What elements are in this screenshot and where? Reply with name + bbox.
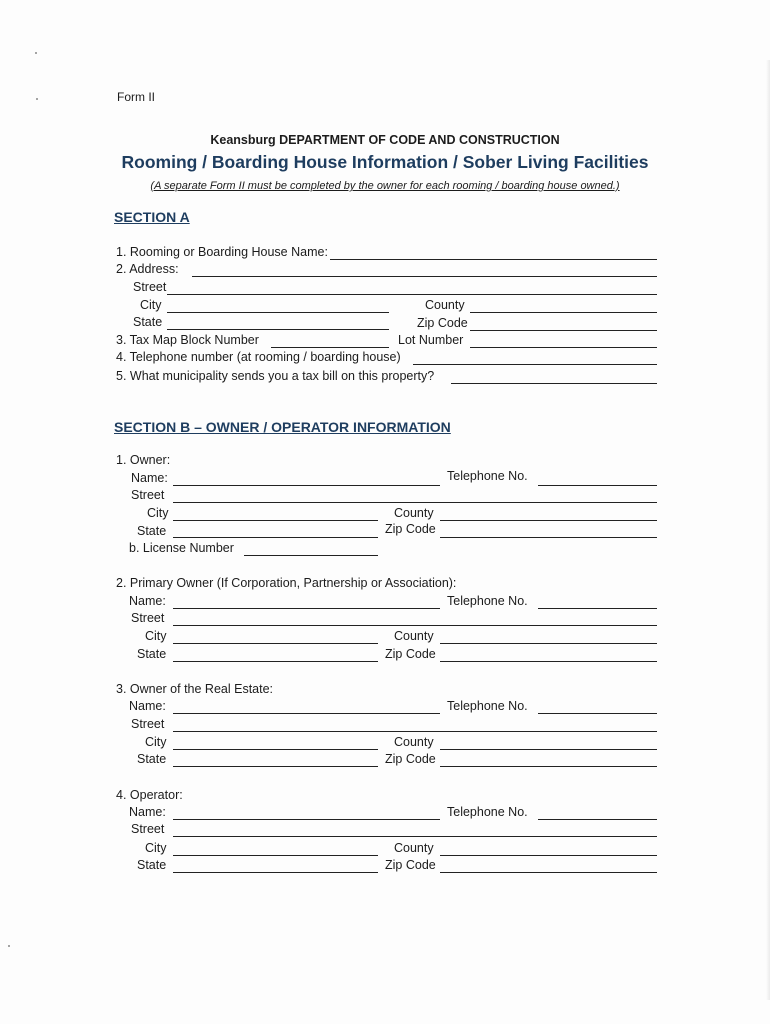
house-telephone-field[interactable] (413, 364, 657, 365)
owner-street-label: Street (131, 488, 165, 502)
county-label: County (425, 298, 465, 312)
real-estate-owner-zip-label: Zip Code (385, 752, 436, 766)
primary-owner-zip-field[interactable] (440, 661, 657, 662)
operator-state-label: State (137, 858, 167, 872)
operator-city-field[interactable] (173, 855, 378, 856)
owner-zip-label: Zip Code (385, 522, 436, 536)
page-title: Rooming / Boarding House Information / Sober Living Facilities (121, 152, 649, 172)
operator-street-field[interactable] (173, 836, 657, 837)
operator-zip-label: Zip Code (385, 858, 436, 872)
state-label: State (133, 315, 163, 329)
primary-owner-telephone-field[interactable] (538, 608, 657, 609)
city-field[interactable] (167, 312, 389, 313)
zip-label: Zip Code (417, 316, 468, 330)
tax-municipality-field[interactable] (451, 383, 657, 384)
owner-county-field[interactable] (440, 520, 657, 521)
primary-owner-street-label: Street (131, 611, 165, 625)
operator-zip-field[interactable] (440, 872, 657, 873)
real-estate-owner-street-field[interactable] (173, 731, 657, 732)
department-name: Keansburg DEPARTMENT OF CODE AND CONSTRUCTION (210, 133, 560, 147)
county-field[interactable] (470, 312, 657, 313)
owner-name-field[interactable] (173, 485, 440, 486)
operator-county-field[interactable] (440, 855, 657, 856)
owner-heading: 1. Owner: (116, 453, 171, 467)
operator-state-field[interactable] (173, 872, 378, 873)
section-a-heading: SECTION A (114, 209, 190, 225)
owner-telephone-label: Telephone No. (447, 469, 528, 483)
primary-owner-zip-label: Zip Code (385, 647, 436, 661)
owner-telephone-field[interactable] (538, 485, 657, 486)
section-b-heading: SECTION B – OWNER / OPERATOR INFORMATION (114, 419, 451, 435)
primary-owner-telephone-label: Telephone No. (447, 594, 528, 608)
scan-speck (36, 98, 38, 100)
lot-number-field[interactable] (470, 347, 657, 348)
real-estate-owner-street-label: Street (131, 717, 165, 731)
form-number: Form II (117, 90, 155, 104)
primary-owner-state-label: State (137, 647, 167, 661)
owner-license-label: b. License Number (129, 541, 234, 555)
owner-license-field[interactable] (244, 555, 378, 556)
owner-zip-field[interactable] (440, 537, 657, 538)
real-estate-owner-zip-field[interactable] (440, 766, 657, 767)
operator-telephone-field[interactable] (538, 819, 657, 820)
operator-street-label: Street (131, 822, 165, 836)
block-number-field[interactable] (271, 347, 389, 348)
real-estate-owner-state-field[interactable] (173, 766, 378, 767)
address-field[interactable] (192, 276, 657, 277)
house-name-field[interactable] (330, 259, 657, 260)
owner-name-label: Name: (131, 471, 168, 485)
primary-owner-city-label: City (145, 629, 167, 643)
street-label: Street (133, 280, 167, 294)
primary-owner-city-field[interactable] (173, 643, 378, 644)
real-estate-owner-name-field[interactable] (173, 713, 440, 714)
lot-number-label: Lot Number (398, 333, 464, 347)
real-estate-owner-city-label: City (145, 735, 167, 749)
operator-name-field[interactable] (173, 819, 440, 820)
block-number-label: 3. Tax Map Block Number (116, 333, 259, 347)
zip-field[interactable] (470, 330, 657, 331)
real-estate-owner-telephone-label: Telephone No. (447, 699, 528, 713)
page-edge-shadow (766, 60, 770, 1000)
real-estate-owner-county-field[interactable] (440, 749, 657, 750)
primary-owner-street-field[interactable] (173, 625, 657, 626)
owner-city-field[interactable] (173, 520, 378, 521)
real-estate-owner-telephone-field[interactable] (538, 713, 657, 714)
owner-state-label: State (137, 524, 167, 538)
primary-owner-state-field[interactable] (173, 661, 378, 662)
primary-owner-county-label: County (394, 629, 434, 643)
operator-telephone-label: Telephone No. (447, 805, 528, 819)
owner-street-field[interactable] (173, 502, 657, 503)
state-field[interactable] (167, 329, 389, 330)
primary-owner-name-label: Name: (129, 594, 166, 608)
house-telephone-label: 4. Telephone number (at rooming / boarding house) (116, 350, 401, 364)
scan-speck (8, 945, 10, 947)
tax-municipality-label: 5. What municipality sends you a tax bill on this property? (116, 369, 435, 383)
primary-owner-name-field[interactable] (173, 608, 440, 609)
real-estate-owner-state-label: State (137, 752, 167, 766)
real-estate-owner-city-field[interactable] (173, 749, 378, 750)
city-label: City (140, 298, 162, 312)
operator-heading: 4. Operator: (116, 788, 183, 802)
street-field[interactable] (167, 294, 657, 295)
scan-speck (35, 52, 37, 54)
real-estate-owner-heading: 3. Owner of the Real Estate: (116, 682, 274, 696)
form-instruction-note: (A separate Form II must be completed by the owner for each rooming / boarding house owned.) (150, 180, 620, 192)
real-estate-owner-name-label: Name: (129, 699, 166, 713)
operator-county-label: County (394, 841, 434, 855)
address-label: 2. Address: (116, 262, 179, 276)
primary-owner-county-field[interactable] (440, 643, 657, 644)
owner-state-field[interactable] (173, 537, 378, 538)
real-estate-owner-county-label: County (394, 735, 434, 749)
primary-owner-heading: 2. Primary Owner (If Corporation, Partnership or Association): (116, 576, 457, 590)
owner-city-label: City (147, 506, 169, 520)
house-name-label: 1. Rooming or Boarding House Name: (116, 245, 328, 259)
operator-city-label: City (145, 841, 167, 855)
operator-name-label: Name: (129, 805, 166, 819)
owner-county-label: County (394, 506, 434, 520)
